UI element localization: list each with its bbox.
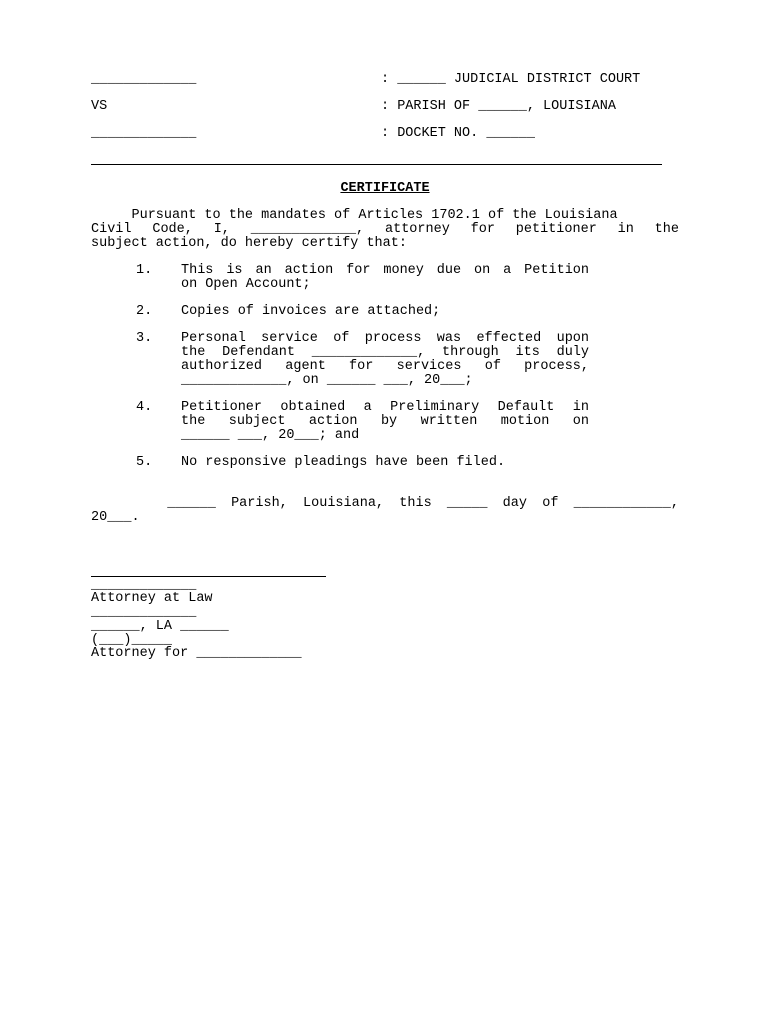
court-line: : ______ JUDICIAL DISTRICT COURT — [381, 72, 641, 87]
signature-address-blank: _____________ — [91, 605, 197, 620]
signature-line — [91, 576, 326, 577]
item-3-line-4: _____________, on ______ ___, 20___; — [181, 373, 473, 388]
dated-line-2: 20___. — [91, 510, 140, 525]
intro-line-3: subject action, do hereby certify that: — [91, 236, 407, 251]
item-number: 5. — [136, 455, 153, 470]
item-2-line-1: Copies of invoices are attached; — [181, 304, 441, 319]
intro-line-2: Civil Code, I, _____________, attorney for petitioner in the — [91, 222, 679, 237]
item-5-line-1: No responsive pleadings have been filed. — [181, 455, 506, 470]
signature-city-line: ______, LA ______ — [91, 619, 229, 634]
dated-line-1: ______ Parish, Louisiana, this _____ day of ____________, — [91, 496, 679, 511]
intro-line-1: Pursuant to the mandates of Articles 1702.1 of the Louisiana — [91, 208, 618, 223]
defendant-blank: _____________ — [91, 126, 197, 141]
docket-line: : DOCKET NO. ______ — [381, 126, 535, 141]
item-3-line-1: Personal service of process was effected upon — [181, 331, 589, 346]
signature-name-blank: _____________ — [91, 578, 197, 593]
item-4-line-3: ______ ___, 20___; and — [181, 428, 360, 443]
item-1-line-1: This is an action for money due on a Petition — [181, 263, 589, 278]
item-4-line-2: the subject action by written motion on — [181, 414, 589, 429]
item-4-line-1: Petitioner obtained a Preliminary Default in — [181, 400, 589, 415]
certificate-title: CERTIFICATE — [340, 181, 430, 196]
vs-label: VS — [91, 99, 108, 114]
item-number: 3. — [136, 331, 153, 346]
signature-role: Attorney at Law — [91, 591, 213, 606]
caption-divider — [91, 164, 662, 165]
item-3-line-3: authorized agent for services of process, — [181, 359, 589, 374]
signature-attorney-for: Attorney for _____________ — [91, 646, 302, 661]
item-3-line-2: the Defendant _____________, through its duly — [181, 345, 589, 360]
plaintiff-blank: _____________ — [91, 72, 197, 87]
item-number: 4. — [136, 400, 153, 415]
signature-phone-line: (___)_____ — [91, 633, 173, 648]
parish-line: : PARISH OF ______, LOUISIANA — [381, 99, 616, 114]
item-1-line-2: on Open Account; — [181, 277, 311, 292]
item-number: 2. — [136, 304, 153, 319]
item-number: 1. — [136, 263, 153, 278]
